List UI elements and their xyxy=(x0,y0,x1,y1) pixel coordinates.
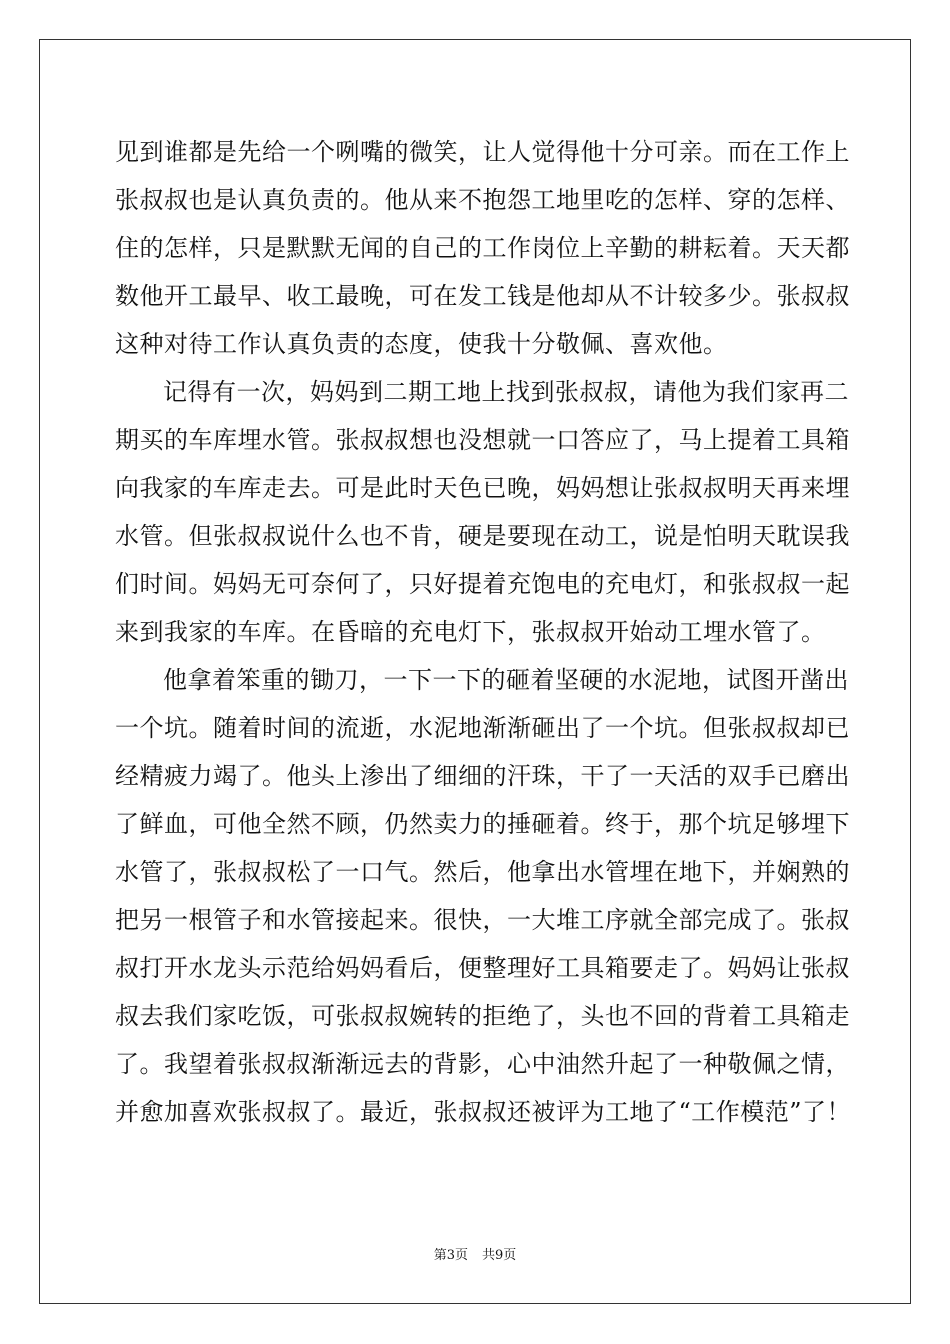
text-line: 一个坑。随着时间的流逝，水泥地渐渐砸出了一个坑。但张叔叔却已 xyxy=(115,714,850,742)
text-line: 来到我家的车库。在昏暗的充电灯下，张叔叔开始动工埋水管了。 xyxy=(115,618,826,646)
text-line: 水管。但张叔叔说什么也不肯，硬是要现在动工，说是怕明天耽误我 xyxy=(115,522,850,550)
text-line: 叔去我们家吃饭，可张叔叔婉转的拒绝了，头也不回的背着工具箱走 xyxy=(115,1002,850,1030)
text-line: 了。我望着张叔叔渐渐远去的背影，心中油然升起了一种敬佩之情， xyxy=(115,1050,850,1078)
total-pages: 共9页 xyxy=(482,1248,517,1263)
document-body xyxy=(115,128,852,1136)
text-line: 他拿着笨重的锄刀，一下一下的砸着坚硬的水泥地，试图开凿出 xyxy=(163,666,849,694)
text-line: 住的怎样，只是默默无闻的自己的工作岗位上辛勤的耕耘着。天天都 xyxy=(115,234,850,262)
page-footer xyxy=(0,1248,950,1264)
text-line: 见到谁都是先给一个咧嘴的微笑，让人觉得他十分可亲。而在工作上 xyxy=(115,138,850,166)
text-line: 这种对待工作认真负责的态度，使我十分敬佩、喜欢他。 xyxy=(115,330,728,358)
text-line: 叔打开水龙头示范给妈妈看后，便整理好工具箱要走了。妈妈让张叔 xyxy=(115,954,850,982)
text-line: 记得有一次，妈妈到二期工地上找到张叔叔，请他为我们家再二 xyxy=(163,378,849,406)
text-line: 向我家的车库走去。可是此时天色已晚，妈妈想让张叔叔明天再来埋 xyxy=(115,474,850,502)
text-line: 了鲜血，可他全然不顾，仍然卖力的捶砸着。终于，那个坑足够埋下 xyxy=(115,810,850,838)
text-line: 水管了，张叔叔松了一口气。然后，他拿出水管埋在地下，并娴熟的 xyxy=(115,858,850,886)
text-line: 把另一根管子和水管接起来。很快，一大堆工序就全部完成了。张叔 xyxy=(115,906,850,934)
text-line: 并愈加喜欢张叔叔了。最近，张叔叔还被评为工地了“工作模范”了！ xyxy=(115,1098,852,1126)
text-line: 期买的车库埋水管。张叔叔想也没想就一口答应了，马上提着工具箱 xyxy=(115,426,850,454)
text-line: 张叔叔也是认真负责的。他从来不抱怨工地里吃的怎样、穿的怎样、 xyxy=(115,186,850,214)
text-line: 数他开工最早、收工最晚，可在发工钱是他却从不计较多少。张叔叔 xyxy=(115,282,850,310)
page-number: 第3页 xyxy=(433,1248,468,1263)
text-line: 经精疲力竭了。他头上渗出了细细的汗珠，干了一天活的双手已磨出 xyxy=(115,762,850,790)
text-line: 们时间。妈妈无可奈何了，只好提着充饱电的充电灯，和张叔叔一起 xyxy=(115,570,850,598)
